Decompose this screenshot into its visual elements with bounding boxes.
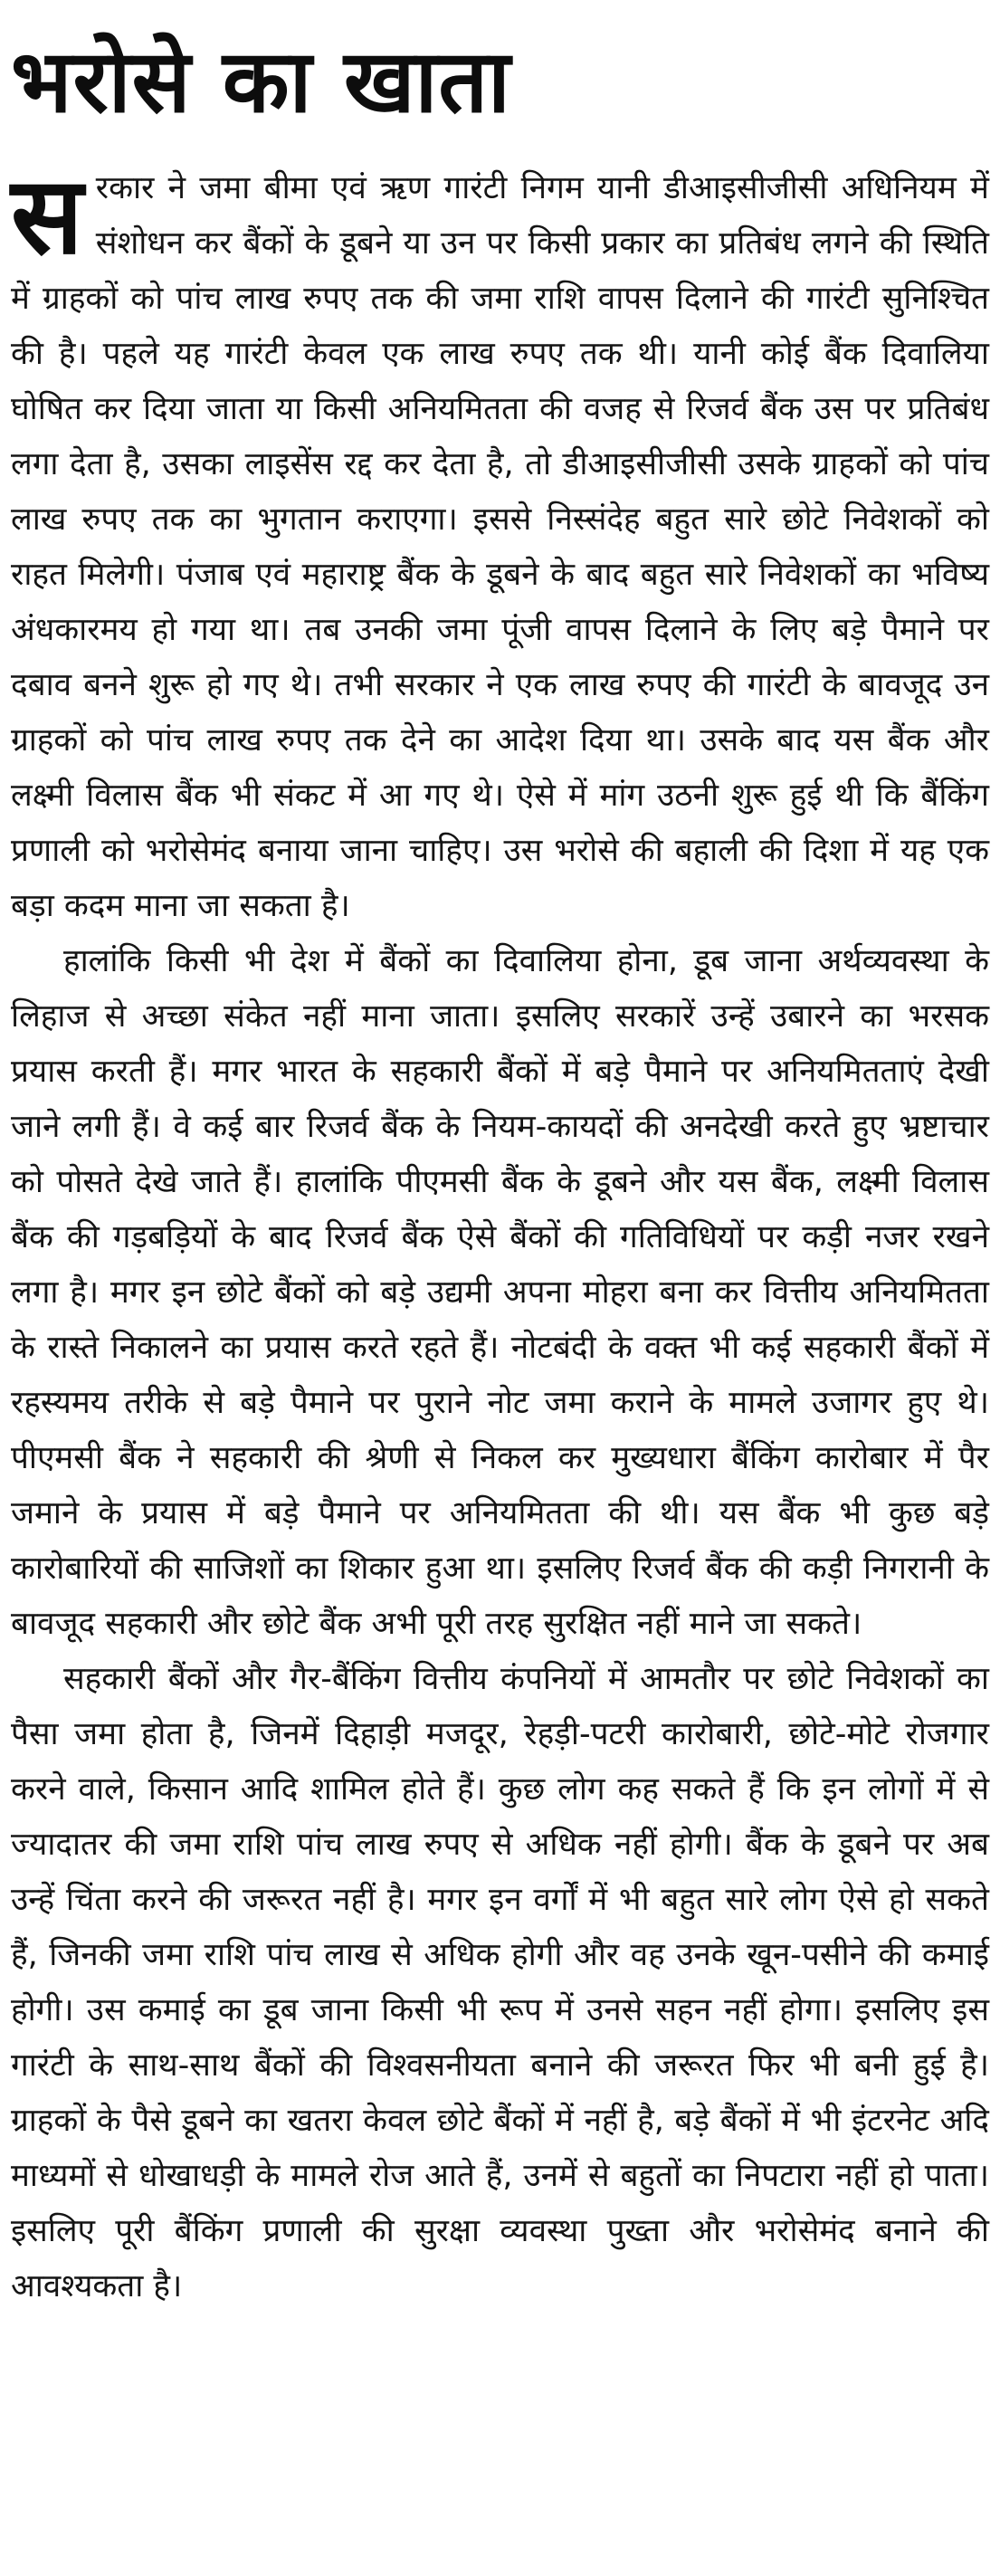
drop-cap: स [11, 153, 83, 278]
paragraph-2: हालांकि किसी भी देश में बैंकों का दिवालिया होना, डूब जाना अर्थव्यवस्था के लिहाज से अच्छा संकेत नहीं माना जाता। इसलिए सरकारें उन्हें उबारने का भरसक प्रयास करती हैं। मगर भारत के सहकारी बैंकों में बड़े पैमाने पर अनियमितताएं देखी जाने लगी हैं। वे कई बार रिजर्व बैंक के नियम-कायदों की अनदेखी करते हुए भ्रष्टाचार को पोसते देखे जाते हैं। हालांकि पीएमसी बैंक के डूबने और यस बैंक, लक्ष्मी विलास बैंक की गड़बड़ियों के बाद रिजर्व बैंक ऐसे बैंकों की गतिविधियों पर कड़ी नजर रखने लगा है। मगर इन छोटे बैंकों को बड़े उद्यमी अपना मोहरा बना कर वित्तीय अनियमितता के रास्ते निकालने का प्रयास करते रहते हैं। नोटबंदी के वक्त भी कई सहकारी बैंकों में रहस्यमय तरीके से बड़े पैमाने पर पुराने नोट जमा कराने के मामले उजागर हुए थे। पीएमसी बैंक ने सहकारी की श्रेणी से निकल कर मुख्यधारा बैंकिंग कारोबार में पैर जमाने के प्रयास में बड़े पैमाने पर अनियमितता की थी। यस बैंक भी कुछ बड़े कारोबारियों की साजिशों का शिकार हुआ था। इसलिए रिजर्व बैंक की कड़ी निगरानी के बावजूद सहकारी और छोटे बैंक अभी पूरी तरह सुरक्षित नहीं माने जा सकते। [11, 943, 989, 1642]
paragraph-3: सहकारी बैंकों और गैर-बैंकिंग वित्तीय कंपनियों में आमतौर पर छोटे निवेशकों का पैसा जमा होता है, जिनमें दिहाड़ी मजदूर, रेहड़ी-पटरी कारोबारी, छोटे-मोटे रोजगार करने वाले, किसान आदि शामिल होते हैं। कुछ लोग कह सकते हैं कि इन लोगों में से ज्यादातर की जमा राशि पांच लाख रुपए से अधिक नहीं होगी। बैंक के डूबने पर अब उन्हें चिंता करने की जरूरत नहीं है। मगर इन वर्गों में भी बहुत सारे लोग ऐसे हो सकते हैं, जिनकी जमा राशि पांच लाख से अधिक होगी और वह उनके खून-पसीने की कमाई होगी। उस कमाई का डूब जाना किसी भी रूप में उनसे सहन नहीं होगा। इसलिए इस गारंटी के साथ-साथ बैंकों की विश्वसनीयता बनाने की जरूरत फिर भी बनी हुई है। ग्राहकों के पैसे डूबने का खतरा केवल छोटे बैंकों में नहीं है, बड़े बैंकों में भी इंटरनेट अदि माध्यमों से धोखाधड़ी के मामले रोज आते हैं, उनमें से बहुतों का निपटारा नहीं हो पाता। इसलिए पूरी बैंकिंग प्रणाली की सुरक्षा व्यवस्था पुख्ता और भरोसेमंद बनाने की आवश्यकता है। [11, 1661, 989, 2304]
article-headline: भरोसे का खाता [11, 31, 511, 132]
paragraph-1-text: रकार ने जमा बीमा एवं ऋण गारंटी निगम यानी डीआइसीजीसी अधिनियम में संशोधन कर बैंकों के डूबने या उन पर किसी प्रकार का प्रतिबंध लगने की स्थिति में ग्राहकों को पांच लाख रुपए तक की जमा राशि वापस दिलाने की गारंटी सुनिश्चित की है। पहले यह गारंटी केवल एक लाख रुपए तक थी। यानी कोई बैंक दिवालिया घोषित कर दिया जाता या किसी अनियमितता की वजह से रिजर्व बैंक उस पर प्रतिबंध लगा देता है, उसका लाइसेंस रद्द कर देता है, तो डीआइसीजीसी उसके ग्राहकों को पांच लाख रुपए तक का भुगतान कराएगा। इससे निस्संदेह बहुत सारे छोटे निवेशकों को राहत मिलेगी। पंजाब एवं महाराष्ट्र बैंक के डूबने के बाद बहुत सारे निवेशकों का भविष्य अंधकारमय हो गया था। तब उनकी जमा पूंजी वापस दिलाने के लिए बड़े पैमाने पर दबाव बनने शुरू हो गए थे। तभी सरकार ने एक लाख रुपए की गारंटी के बावजूद उन ग्राहकों को पांच लाख रुपए तक देने का आदेश दिया था। उसके बाद यस बैंक और लक्ष्मी विलास बैंक भी संकट में आ गए थे। ऐसे में मांग उठनी शुरू हुई थी कि बैंकिंग प्रणाली को भरोसेमंद बनाया जाना चाहिए। उस भरोसे की बहाली की दिशा में यह एक बड़ा कदम माना जा सकता है। [11, 170, 989, 924]
article-body [11, 153, 989, 2314]
paragraph-1 [11, 153, 989, 934]
editorial-article [11, 9, 989, 2314]
